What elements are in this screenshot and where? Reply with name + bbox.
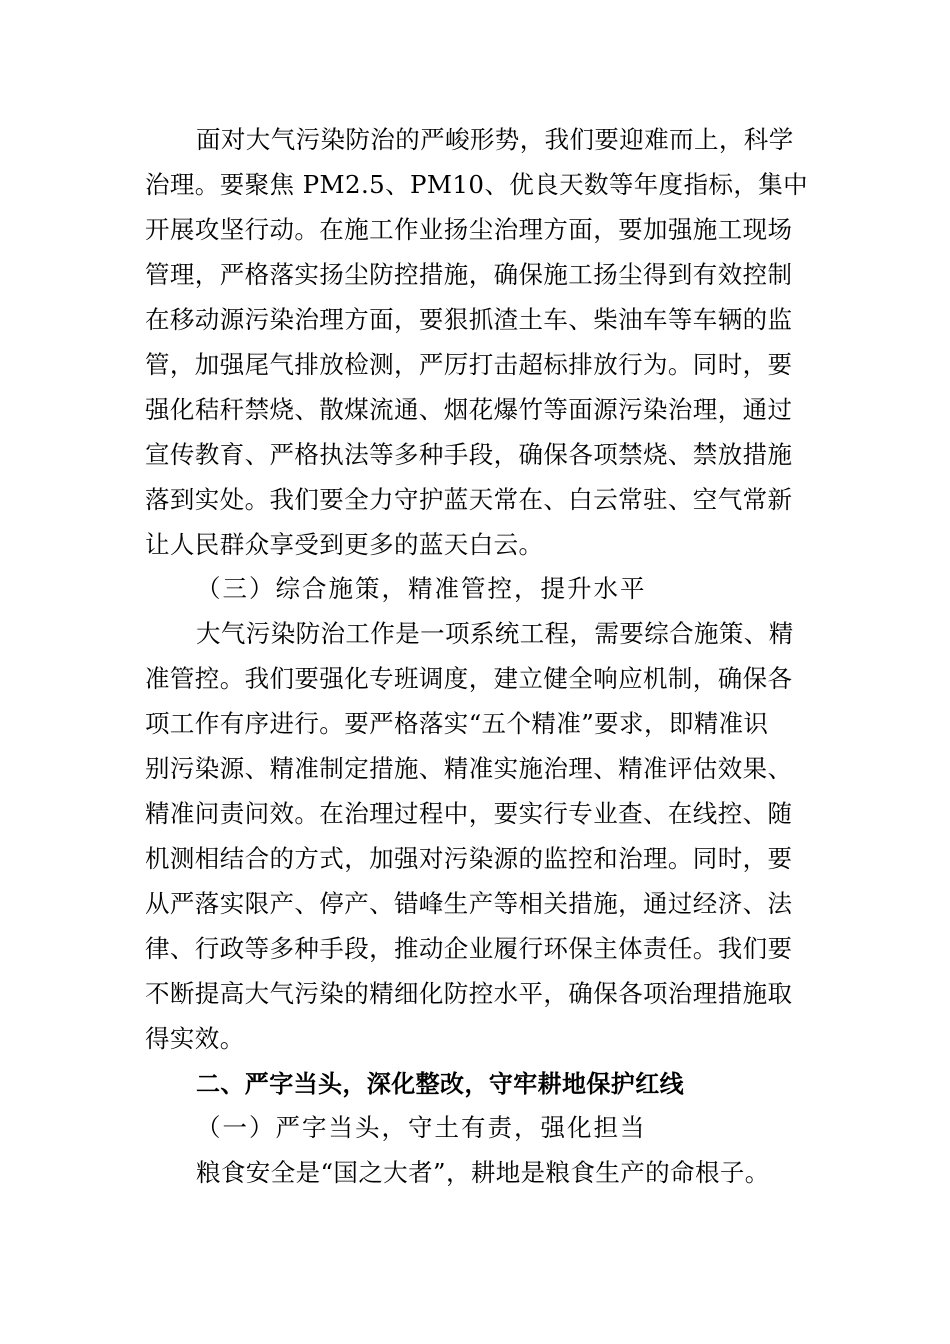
section-heading: （一）严字当头，守土有责，强化担当 (196, 1113, 647, 1142)
paragraph-line: 开展攻坚行动。在施工作业扬尘治理方面，要加强施工现场 (145, 215, 793, 244)
paragraph-line: 粮食安全是“国之大者”，耕地是粮食生产的命根子。 (196, 1158, 770, 1187)
paragraph-line: 准管控。我们要强化专班调度，建立健全响应机制，确保各 (145, 664, 793, 693)
paragraph-line: 大气污染防治工作是一项系统工程，需要综合施策、精 (196, 619, 794, 648)
paragraph-line: 精准问责问效。在治理过程中，要实行专业查、在线控、随 (145, 799, 793, 828)
paragraph-line: 项工作有序进行。要严格落实“五个精准”要求，即精准识 (145, 709, 769, 738)
paragraph-line: 面对大气污染防治的严峻形势，我们要迎难而上，科学 (196, 125, 794, 154)
paragraph-line: 强化秸秆禁烧、散煤流通、烟花爆竹等面源污染治理，通过 (145, 395, 793, 424)
paragraph-line: 别污染源、精准制定措施、精准实施治理、精准评估效果、 (145, 754, 793, 783)
paragraph-line: 不断提高大气污染的精细化防控水平，确保各项治理措施取 (145, 979, 793, 1008)
part-heading: 二、严字当头，深化整改，守牢耕地保护红线 (196, 1070, 684, 1098)
paragraph-line: 从严落实限产、停产、错峰生产等相关措施，通过经济、法 (145, 889, 793, 918)
paragraph-line: 在移动源污染治理方面，要狠抓渣土车、柴油车等车辆的监 (145, 305, 793, 334)
paragraph-line: 宣传教育、严格执法等多种手段，确保各项禁烧、禁放措施 (145, 440, 793, 469)
paragraph-line: 管，加强尾气排放检测，严厉打击超标排放行为。同时，要 (145, 350, 793, 379)
section-heading: （三）综合施策，精准管控，提升水平 (196, 574, 647, 603)
paragraph-line: 得实效。 (145, 1024, 245, 1053)
paragraph-line: 落到实处。我们要全力守护蓝天常在、白云常驻、空气常新 (145, 485, 793, 514)
paragraph-line: 让人民群众享受到更多的蓝天白云。 (145, 530, 544, 559)
paragraph-line: 律、行政等多种手段，推动企业履行环保主体责任。我们要 (145, 934, 793, 963)
paragraph-line: 机测相结合的方式，加强对污染源的监控和治理。同时，要 (145, 844, 793, 873)
paragraph-line: 管理，严格落实扬尘防控措施，确保施工扬尘得到有效控制 (145, 260, 793, 289)
paragraph-line: 治理。要聚焦 PM2.5、PM10、优良天数等年度指标，集中 (145, 170, 809, 199)
